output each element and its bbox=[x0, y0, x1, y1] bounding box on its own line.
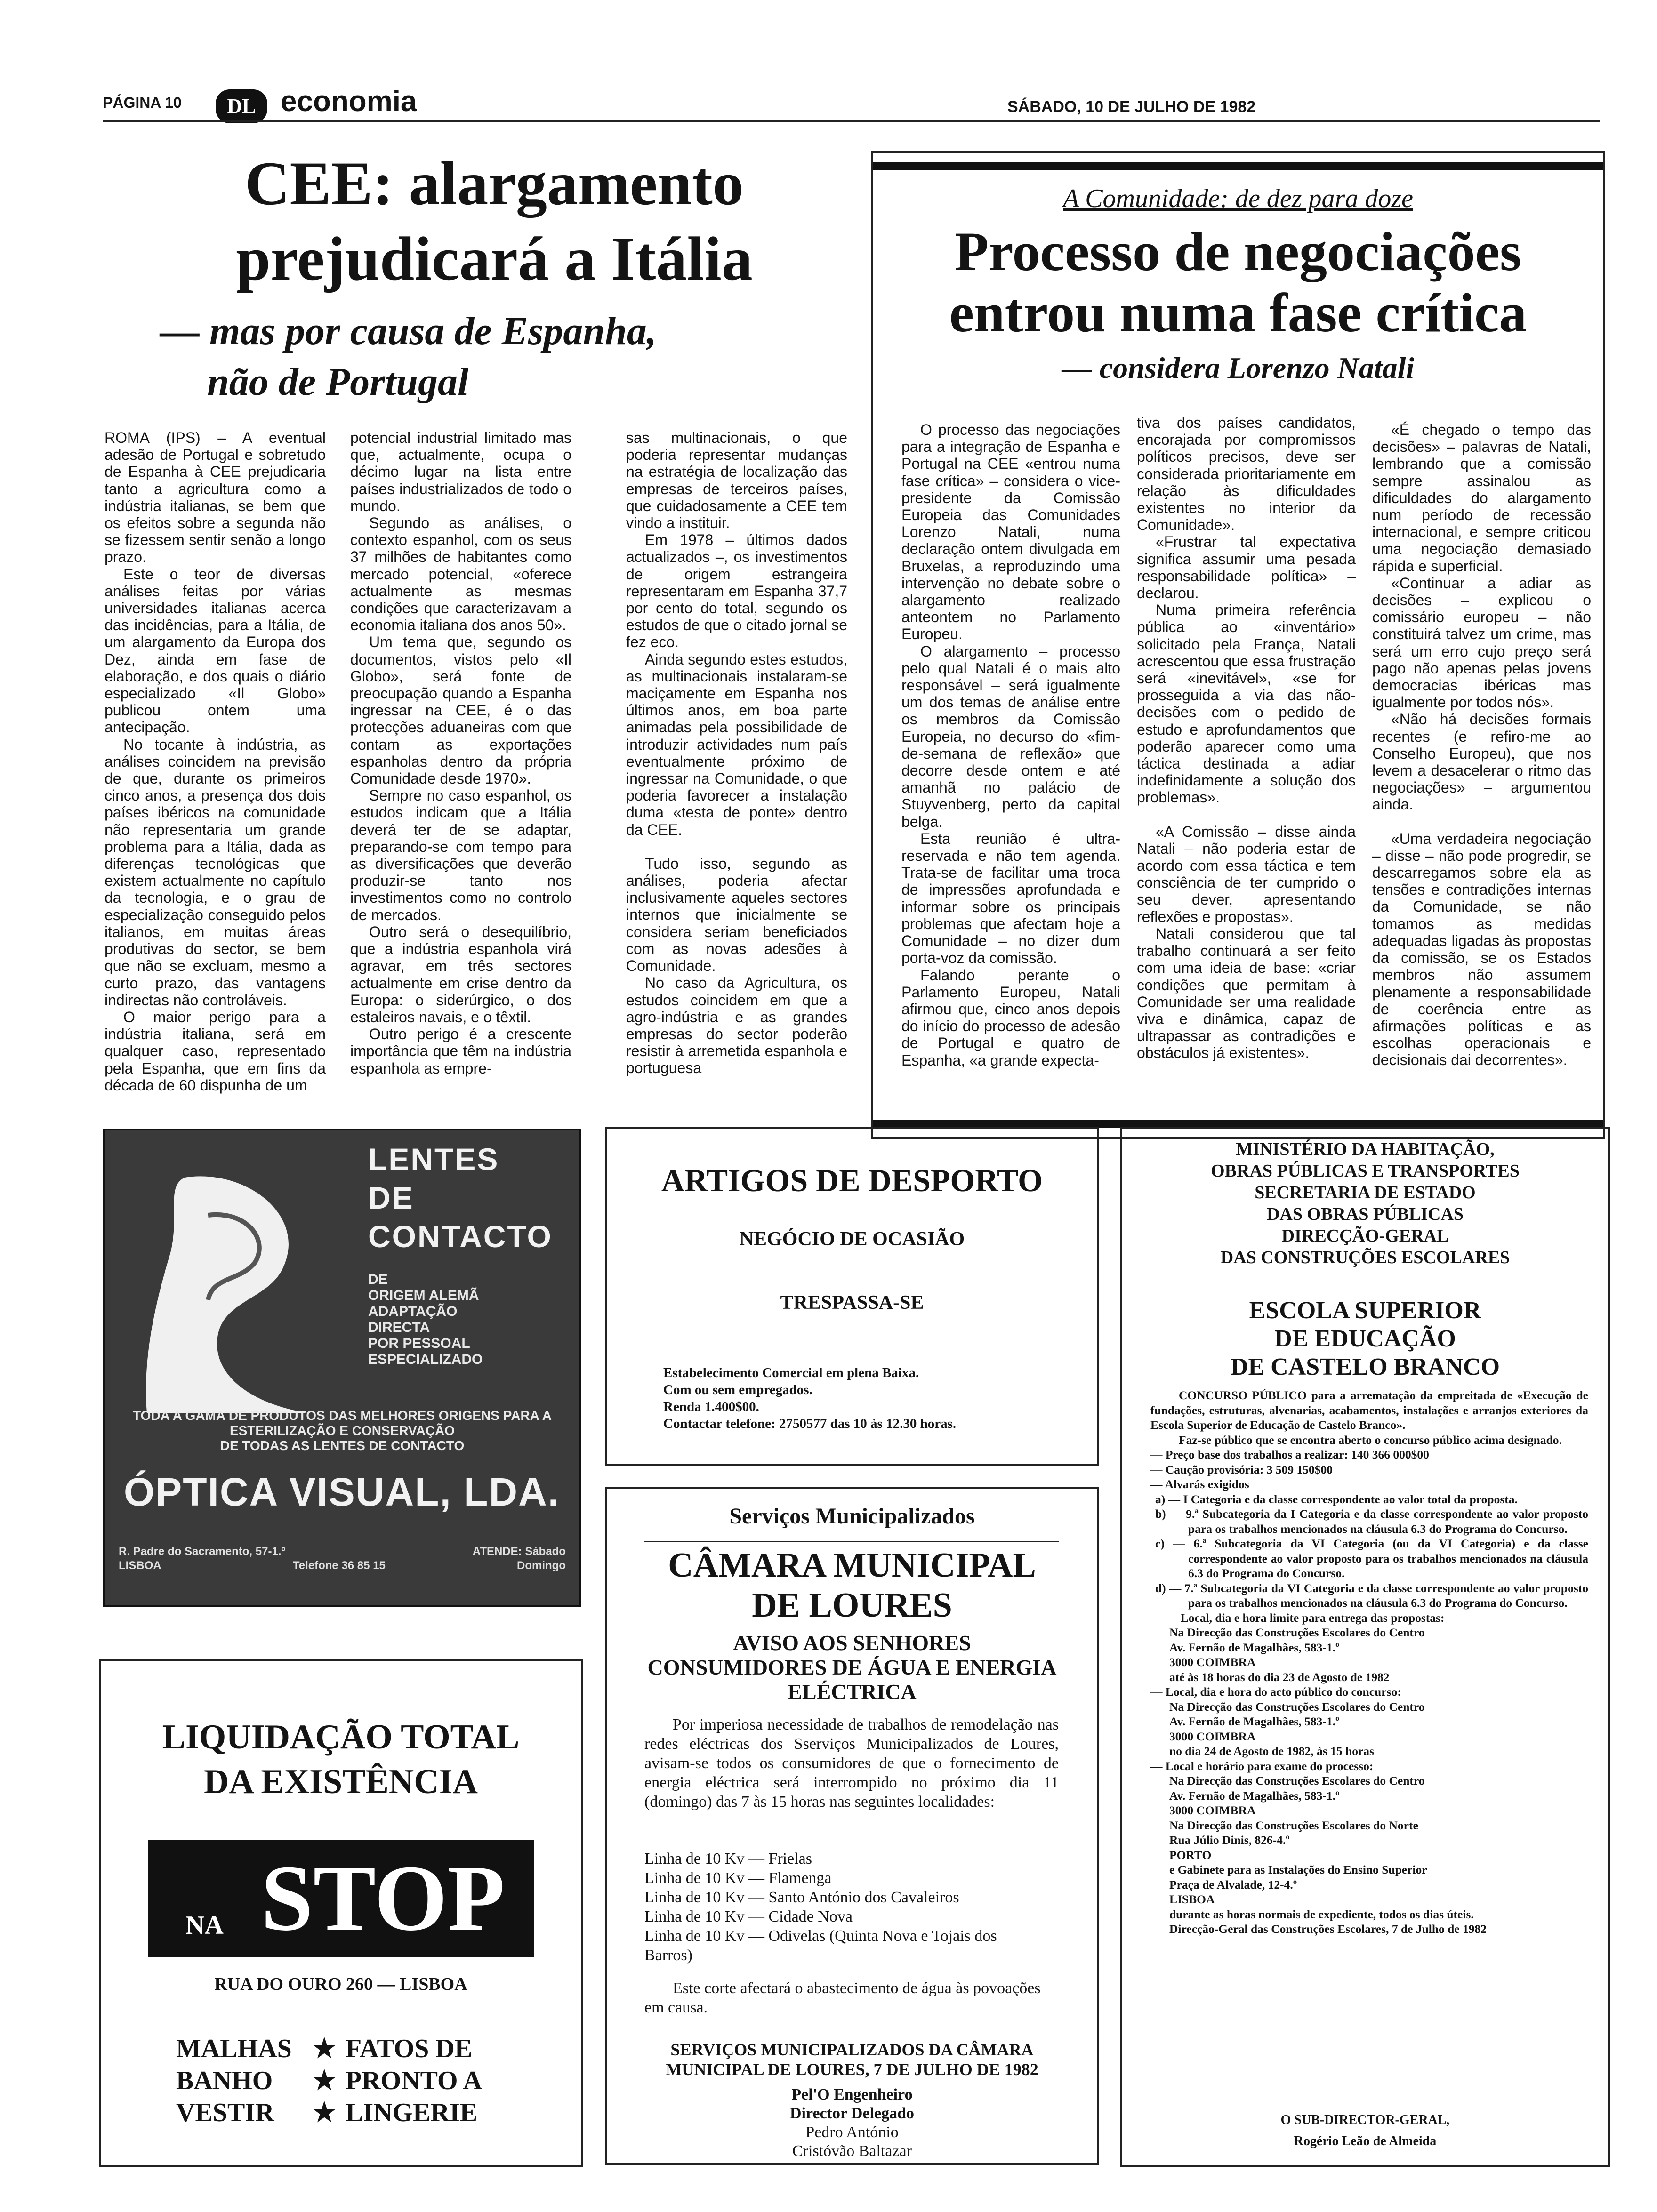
lentes-address bbox=[119, 1545, 566, 1573]
paragraph: O alargamento – processo pelo qual Natali é o mais alto responsável – será igualmente um dos temas de análise entre os membros da Comissão Europeia, no decurso do «fim-de-semana de reflexão» que decorre desde ontem e até amanhã no palácio de Stuyvenberg, perto da capital belga. bbox=[901, 642, 1120, 830]
item-left: VESTIR bbox=[176, 2098, 274, 2127]
paragraph: «Uma verdadeira negociação – disse – não pode progredir, se descarregamos sobre ela as tensões e contradições internas da Comunidade, se não tomamos as medidas adequadas ligadas às propostas da comissão, se os Estados membros não assumem plenamente a responsabilidade de coerência entre as afirmações políticas e as escolhas operacionais e decisionais dai decorrentes». bbox=[1372, 830, 1591, 1069]
box-top-bar bbox=[873, 162, 1603, 170]
tender-line: até às 18 horas do dia 23 de Agosto de 1982 bbox=[1169, 1670, 1390, 1684]
article2-column-3 bbox=[1372, 421, 1591, 1069]
article1-column-1 bbox=[105, 429, 326, 1094]
header-line: OBRAS PÚBLICAS E TRANSPORTES bbox=[1211, 1161, 1520, 1181]
line-place: — Santo António dos Cavaleiros bbox=[748, 1889, 959, 1906]
paragraph: Ainda segundo estes estudos, as multinacionais instalaram-se maciçamente em Espanha nos últimos anos, em boa parte animadas pela possibilidade de introduzir actividades num país eventualmente próximo de ingressar na Comunidade, o que poderia favorecer a instalação duma «testa de ponte» dentro da CEE. bbox=[626, 650, 847, 838]
line-label: Barros) bbox=[644, 1947, 692, 1964]
lentes-hours-2: Domingo bbox=[517, 1559, 566, 1572]
tender-line: — Local, dia e hora do acto público do concurso: bbox=[1150, 1685, 1401, 1699]
paragraph: Outro será o desequilíbrio, que a indústria espanhola virá agravar, em três sectores actualmente em crise dentro da Europa: o siderúrgico, o dos estaleiros navais, e o têxtil. bbox=[350, 923, 571, 1026]
star-icon: ★ bbox=[312, 2066, 337, 2095]
intro: CONCURSO PÚBLICO para a arrematação da empreitada de «Execução de fundações, estruturas, alvenarias, acabamentos, instalações e arranjos exteriores da Escola Superior de Educação de Castelo Branco». bbox=[1150, 1388, 1588, 1432]
loures-director: Director Delegado bbox=[789, 2105, 915, 2122]
lentes-city: LISBOA bbox=[119, 1559, 161, 1572]
origin-line: DE bbox=[368, 1272, 388, 1287]
tender-line: — Preço base dos trabalhos a realizar: 140 366 000$00 bbox=[1150, 1448, 1429, 1461]
tender-line: LISBOA bbox=[1169, 1892, 1215, 1906]
paragraph: ROMA (IPS) – A eventual adesão de Portugal e sobretudo de Espanha à CEE prejudicaria tanto a agricultura como a indústria italianas, se bem que os efeitos sobre a segunda não se fizessem sentir senão a longo prazo. bbox=[105, 429, 326, 566]
range-line2: DE TODAS AS LENTES DE CONTACTO bbox=[220, 1438, 465, 1453]
box-bottom-bar bbox=[873, 1120, 1603, 1128]
tender-line: 3000 COIMBRA bbox=[1169, 1729, 1256, 1743]
tender-line: durante as horas normais de expediente, todos os dias úteis. bbox=[1169, 1907, 1474, 1921]
item-right: FATOS DE bbox=[346, 2034, 473, 2063]
article1-headline-line2: prejudicará a Itália bbox=[236, 224, 753, 293]
newspaper-logo: DL bbox=[216, 89, 267, 123]
lentes-range bbox=[119, 1408, 566, 1453]
loures-body: Por imperiosa necessidade de trabalhos de remodelação nas redes eléctricas dos Sserviços Municipalizados de Loures, avisam-se todos os consumidores de que o fornecimento de energia eléctrica será interrompido no próximo dia 11 (domingo) das 7 às 15 horas nas seguintes localidades: bbox=[644, 1716, 1059, 1811]
loures-signature-2: MUNICIPAL DE LOURES, 7 DE JULHO DE 1982 bbox=[666, 2060, 1038, 2079]
paragraph: tiva dos países candidatos, encorajada por compromissos políticos precisos, deve ser considerada prioritariamente em relação às dificuldades existentes no interior da Comunidade». bbox=[1137, 414, 1356, 534]
ministerio-header bbox=[1122, 1138, 1608, 1268]
article1-headline bbox=[141, 146, 847, 297]
loures-title-2: DE LOURES bbox=[752, 1586, 952, 1625]
tender-line: Rua Júlio Dinis, 826-4.º bbox=[1169, 1833, 1290, 1847]
tender-line: Na Direcção das Construções Escolares do Centro bbox=[1169, 1699, 1425, 1714]
tender-line: no dia 24 de Agosto de 1982, às 15 horas bbox=[1169, 1744, 1374, 1758]
line-label: Linha de 10 Kv bbox=[644, 1869, 745, 1887]
loures-name-2: Cristóvão Baltazar bbox=[792, 2142, 912, 2160]
loures-title-1: CÂMARA MUNICIPAL bbox=[668, 1546, 1036, 1585]
paragraph: Natali considerou que tal trabalho continuará a ser feito com uma ideia de base: «criar condições que permitam à Comunidade ser uma realidade viva e dinâmica, capaz de ultrapassar as contradições e obstáculos já existentes». bbox=[1137, 925, 1356, 1062]
tender-line: c) — 6.ª Subcategoria da VI Categoria (ou da VI Categoria) e da classe correspondente ao valor proposto para os trabalhos mencionados na cláusula 6.3 do Programa do Concurso. bbox=[1155, 1537, 1588, 1580]
tender-line: — Alvarás exigidos bbox=[1150, 1477, 1249, 1491]
loures-closing: Este corte afectará o abastecimento de água às povoações em causa. bbox=[644, 1980, 1041, 2016]
detail-line: Com ou sem empregados. bbox=[663, 1382, 812, 1397]
paragraph: Tudo isso, segundo as análises, poderia afectar inclusivamente aqueles sectores internos que inicialmente se considera seriam beneficiados com as novas adesões à Comunidade. bbox=[626, 855, 847, 975]
tender-line: Na Direcção das Construções Escolares do Centro bbox=[1169, 1774, 1425, 1787]
item-left: MALHAS bbox=[176, 2034, 292, 2063]
article2-kicker: A Comunidade: de dez para doze bbox=[1063, 184, 1413, 213]
article1-column-3 bbox=[626, 429, 847, 1077]
line-row bbox=[644, 1946, 1059, 1965]
loures-signature-1: SERVIÇOS MUNICIPALIZADOS DA CÂMARA bbox=[670, 2040, 1034, 2059]
origin-line: DIRECTA bbox=[368, 1320, 430, 1335]
header-line: DIRECÇÃO-GERAL bbox=[1281, 1226, 1449, 1246]
header-line: MINISTÉRIO DA HABITAÇÃO, bbox=[1236, 1139, 1495, 1159]
star-icon: ★ bbox=[312, 2098, 337, 2127]
paragraph: «Continuar a adiar as decisões – explicou o comissário europeu – não constituirá talvez um crime, mas será um erro cujo preço será pago não apenas pelas jovens democracias ibéricas mas igualmente por todos nós». bbox=[1372, 574, 1591, 711]
tender-line: 3000 COIMBRA bbox=[1169, 1803, 1256, 1817]
article2-headline bbox=[873, 221, 1603, 344]
ad-stop bbox=[99, 1659, 583, 2167]
ministerio-school bbox=[1122, 1297, 1608, 1381]
line-place: — Cidade Nova bbox=[748, 1908, 853, 1925]
paragraph: O maior perigo para a indústria italiana, será em qualquer caso, representado pela Espanha, que em fins da década de 60 dispunha de um bbox=[105, 1008, 326, 1094]
tender-line: Av. Fernão de Magalhães, 583-1.º bbox=[1169, 1788, 1340, 1803]
item-right: PRONTO A bbox=[346, 2066, 482, 2095]
tender-line: Direcção-Geral das Construções Escolares, 7 de Julho de 1982 bbox=[1169, 1922, 1487, 1936]
line-place: — Flamenga bbox=[748, 1869, 832, 1887]
loures-notice-2: CONSUMIDORES DE ÁGUA E ENERGIA bbox=[647, 1655, 1057, 1679]
line-row bbox=[644, 1888, 1059, 1907]
article2-subheadline: — considera Lorenzo Natali bbox=[1062, 351, 1415, 385]
lentes-title-line3: CONTACTO bbox=[368, 1219, 553, 1254]
stop-brand: STOP bbox=[261, 1846, 505, 1950]
paragraph: No caso da Agricultura, os estudos coincidem em que a agro-indústria e as grandes empresas do sector poderão resistir à arremetida espanhola e portuguesa bbox=[626, 974, 847, 1077]
stop-headline-2: DA EXISTÊNCIA bbox=[204, 1763, 478, 1801]
line-label: Linha de 10 Kv bbox=[644, 1850, 745, 1867]
loures-lines bbox=[644, 1849, 1059, 1965]
paragraph: Esta reunião é ultra-reservada e não tem agenda. Trata-se de facilitar uma troca de impressões aprofundada e informar sobre os principais problemas que afectam hoje a Comunidade – no dizer dum porta-voz da comissão. bbox=[901, 830, 1120, 967]
item-right: LINGERIE bbox=[346, 2098, 478, 2127]
star-icon: ★ bbox=[312, 2034, 337, 2063]
paragraph: Segundo as análises, o contexto espanhol, com os seus 37 milhões de habitantes como mercado potencial, «oferece actualmente as mesmas condições que caracterizavam a economia italiana dos anos 50». bbox=[350, 514, 571, 634]
tender-line: a) — I Categoria e da classe correspondente ao valor total da proposta. bbox=[1155, 1492, 1518, 1506]
line-row bbox=[644, 1926, 1059, 1946]
stop-address: RUA DO OURO 260 — LISBOA bbox=[214, 1974, 467, 1994]
origin-line: ADAPTAÇÃO bbox=[368, 1304, 458, 1319]
ad-artigos-desporto bbox=[605, 1127, 1099, 1466]
loures-notice-1: AVISO AOS SENHORES bbox=[733, 1631, 971, 1655]
ministerio-signoff: O SUB-DIRECTOR-GERAL, bbox=[1280, 2113, 1450, 2127]
tender-line: — Caução provisória: 3 509 150$00 bbox=[1150, 1462, 1333, 1476]
school-line: DE CASTELO BRANCO bbox=[1230, 1354, 1500, 1380]
article1-column-2 bbox=[350, 429, 571, 1077]
header-line: SECRETARIA DE ESTADO bbox=[1255, 1183, 1476, 1202]
tender-line: PORTO bbox=[1169, 1848, 1212, 1862]
stop-item-row bbox=[176, 2097, 534, 2129]
lentes-origin bbox=[368, 1272, 483, 1368]
tender-line: Na Direcção das Construções Escolares do Norte bbox=[1169, 1818, 1418, 1832]
lentes-hours: ATENDE: Sábado bbox=[472, 1545, 566, 1558]
paragraph: Numa primeira referência pública ao «inventário» solicitado pela França, Natali acrescentou que essa frustração será «inevitável», «se for prosseguida a via das não-decisões com o pedido de estudo e aprofundamentos que poderão aparecer como uma táctica destinada a adiar indefinidamente a solução dos problemas». bbox=[1137, 601, 1356, 806]
loures-name-1: Pedro António bbox=[805, 2124, 899, 2141]
line-label: Linha de 10 Kv bbox=[644, 1927, 745, 1945]
paragraph: «É chegado o tempo das decisões» – palavras de Natali, lembrando que a comissão sempre assinalou as dificuldades do alargamento num período de recessão internacional, e sempre criticou uma negociação demasiado rápida e superficial. bbox=[1372, 421, 1591, 575]
ministerio-signer: Rogério Leão de Almeida bbox=[1294, 2134, 1437, 2148]
lentes-phone: Telefone 36 85 15 bbox=[292, 1559, 386, 1572]
ad-camara-loures bbox=[605, 1487, 1099, 2165]
detail-line: Estabelecimento Comercial em plena Baixa. bbox=[663, 1365, 919, 1380]
article2-column-2 bbox=[1137, 414, 1356, 1062]
line-row bbox=[644, 1868, 1059, 1888]
lentes-title-line1: LENTES bbox=[368, 1142, 499, 1177]
article2-headline-line1: Processo de negociações bbox=[955, 221, 1521, 282]
desporto-title: ARTIGOS DE DESPORTO bbox=[661, 1162, 1043, 1198]
paragraph: Outro perigo é a crescente importância que têm na indústria espanhola as empre- bbox=[350, 1026, 571, 1077]
ad-ministerio bbox=[1120, 1127, 1610, 2167]
paragraph: «Não há decisões formais recentes (e refiro-me ao Conselho Europeu), que nos levem a desacelerar o ritmo das negociações» – argumentou ainda. bbox=[1372, 711, 1591, 813]
paragraph: «Frustrar tal expectativa significa assumir uma pesada responsabilidade política» – declarou. bbox=[1137, 533, 1356, 602]
paragraph: O processo das negociações para a integração de Espanha e Portugal na CEE «entrou numa fase crítica» – considera o vice-presidente da Comissão Europeia das Comunidades Lorenzo Natali, numa declaração ontem divulgada em Bruxelas, a reproduzindo uma intervenção no debate sobre o alargamento realizado anteontem no Parlamento Europeu. bbox=[901, 421, 1120, 643]
desporto-details bbox=[663, 1364, 956, 1432]
line-label: Linha de 10 Kv bbox=[644, 1908, 745, 1925]
tender-line: Av. Fernão de Magalhães, 583-1.º bbox=[1169, 1640, 1340, 1654]
line-row bbox=[644, 1849, 1059, 1868]
article1-subheadline bbox=[160, 306, 833, 408]
item-left: BANHO bbox=[176, 2066, 273, 2095]
section-title: economia bbox=[281, 85, 417, 118]
article1-subheadline-line1: — mas por causa de Espanha, bbox=[160, 309, 657, 353]
desporto-subtitle: NEGÓCIO DE OCASIÃO bbox=[739, 1228, 965, 1250]
tender-line: — — Local, dia e hora limite para entrega das propostas: bbox=[1150, 1611, 1445, 1625]
school-line: DE EDUCAÇÃO bbox=[1274, 1325, 1456, 1352]
paragraph: Falando perante o Parlamento Europeu, Natali afirmou que, cinco anos depois do início do processo de adesão de Portugal e quatro de Espanha, «a grande expecta- bbox=[901, 966, 1120, 1069]
header-rule bbox=[103, 120, 1600, 122]
article-negociacoes-box bbox=[871, 151, 1605, 1139]
range-line1: TODA A GAMA DE PRODUTOS DAS MELHORES ORIGENS PARA A ESTERILIZAÇÃO E CONSERVAÇÃO bbox=[133, 1408, 552, 1438]
header-line: DAS OBRAS PÚBLICAS bbox=[1266, 1204, 1464, 1224]
ministerio-body bbox=[1150, 1388, 1588, 1937]
loures-header: Serviços Municipalizados bbox=[729, 1504, 975, 1529]
stop-items bbox=[176, 2033, 534, 2129]
origin-line: POR PESSOAL bbox=[368, 1336, 470, 1351]
paragraph: «A Comissão – disse ainda Natali – não poderia estar de acordo com essa táctica e tem consciência de ter cumprido o seu dever, apresentando reflexões e propostas». bbox=[1137, 823, 1356, 925]
stop-na: NA bbox=[185, 1911, 224, 1940]
loures-notice-3: ELÉCTRICA bbox=[788, 1680, 917, 1704]
desporto-action: TRESPASSA-SE bbox=[780, 1292, 924, 1314]
article2-column-1 bbox=[901, 421, 1120, 1069]
header-line: DAS CONSTRUÇÕES ESCOLARES bbox=[1220, 1248, 1510, 1267]
paragraph: potencial industrial limitado mas que, actualmente, ocupa o décimo lugar na lista entre países industrializados de todo o mundo. bbox=[350, 429, 571, 514]
line-place: — Frielas bbox=[748, 1850, 812, 1867]
origin-line: ESPECIALIZADO bbox=[368, 1352, 483, 1367]
paragraph: No tocante à indústria, as análises coincidem na previsão de que, durante os primeiros cinco anos, a presença dos dois países ibéricos na comunidade não representaria um grande problema para a Itália, dada as diferenças tecnológicas que existem actualmente no capítulo da tecnologia, e o grau de especialização conseguido pelos italianos, em muitas áreas produtivas do sector, se bem que não se excluam, mesmo a curto prazo, das vantagens indirectas não controláveis. bbox=[105, 736, 326, 1009]
issue-date: SÁBADO, 10 DE JULHO DE 1982 bbox=[1007, 98, 1256, 116]
detail-line: Contactar telefone: 2750577 das 10 às 12.30 horas. bbox=[663, 1416, 957, 1431]
lentes-title bbox=[368, 1140, 553, 1256]
stop-headline-1: LIQUIDAÇÃO TOTAL bbox=[162, 1718, 520, 1756]
school-line: ESCOLA SUPERIOR bbox=[1249, 1297, 1481, 1324]
stop-item-row bbox=[176, 2065, 534, 2097]
page-number: PÁGINA 10 bbox=[103, 94, 182, 111]
article1-headline-line1: CEE: alargamento bbox=[245, 149, 744, 218]
tender-line: d) — 7.ª Subcategoria da VI Categoria e da classe correspondente ao valor proposto para os trabalhos mencionados na cláusula 6.3 do Programa do Concurso. bbox=[1155, 1581, 1588, 1610]
lentes-company: ÓPTICA VISUAL, LDA. bbox=[123, 1470, 560, 1514]
line-row bbox=[644, 1907, 1059, 1926]
lentes-street: R. Padre do Sacramento, 57-1.º bbox=[119, 1545, 286, 1558]
tender-line: 3000 COIMBRA bbox=[1169, 1655, 1256, 1669]
article1-subheadline-line2: não de Portugal bbox=[207, 360, 469, 404]
detail-line: Renda 1.400$00. bbox=[663, 1399, 759, 1414]
line-label: Linha de 10 Kv bbox=[644, 1889, 745, 1906]
contact-lens-illustration bbox=[128, 1159, 326, 1422]
paragraph: Em 1978 – últimos dados actualizados –, os investimentos de origem estrangeira representaram em Espanha 37,7 por cento do total, segundo os estudos de que o citado jornal se fez eco. bbox=[626, 531, 847, 651]
loures-eng: Pel'O Engenheiro bbox=[791, 2086, 913, 2103]
paragraph: Este o teor de diversas análises feitas por várias universidades italianas acerca das incidências, para a Itália, de um alargamento da Europa dos Dez, ainda em fase de elaboração, e dos quais o diário especializado «Il Globo» publicou ontem uma antecipação. bbox=[105, 565, 326, 736]
tender-line: Praça de Alvalade, 12-4.º bbox=[1169, 1877, 1297, 1891]
tender-line: Av. Fernão de Magalhães, 583-1.º bbox=[1169, 1715, 1340, 1728]
lens-shape-icon bbox=[128, 1159, 326, 1422]
stop-item-row bbox=[176, 2033, 534, 2065]
paragraph: Um tema que, segundo os documentos, vistos pelo «Il Globo», será fonte de preocupação quando a Espanha ingressar na CEE, é o das protecções aduaneiras com que contam as exportações espanholas dentro da própria Comunidade desde 1970». bbox=[350, 633, 571, 787]
line-place: — Odivelas (Quinta Nova e Tojais dos bbox=[748, 1927, 997, 1945]
tender-line: Na Direcção das Construções Escolares do Centro bbox=[1169, 1626, 1425, 1639]
tender-line: — Local e horário para exame do processo: bbox=[1150, 1759, 1374, 1773]
tender-line: e Gabinete para as Instalações do Ensino Superior bbox=[1169, 1863, 1427, 1876]
tender-line: b) — 9.ª Subcategoria da I Categoria e da classe correspondente ao valor proposto para os trabalhos mencionados na cláusula 6.3 do Programa do Concurso. bbox=[1155, 1507, 1588, 1536]
loures-rule bbox=[644, 1541, 1059, 1542]
lentes-title-line2: DE bbox=[368, 1180, 414, 1215]
paragraph: sas multinacionais, o que poderia representar mudanças na estratégia de localização das empresas de terceiros países, que cuidadosamente a CEE tem vindo a instituir. bbox=[626, 429, 847, 532]
intro2: Faz-se público que se encontra aberto o concurso público acima designado. bbox=[1179, 1433, 1562, 1447]
paragraph: Sempre no caso espanhol, os estudos indicam que a Itália deverá ter de se adaptar, preparando-se com tempo para as diversificações que deverão produzir-se tanto nos investimentos como no controlo de mercados. bbox=[350, 787, 571, 923]
origin-line: ORIGEM ALEMÃ bbox=[368, 1288, 479, 1303]
ad-lentes-contacto bbox=[103, 1129, 581, 1607]
article2-headline-line2: entrou numa fase crítica bbox=[949, 282, 1527, 344]
